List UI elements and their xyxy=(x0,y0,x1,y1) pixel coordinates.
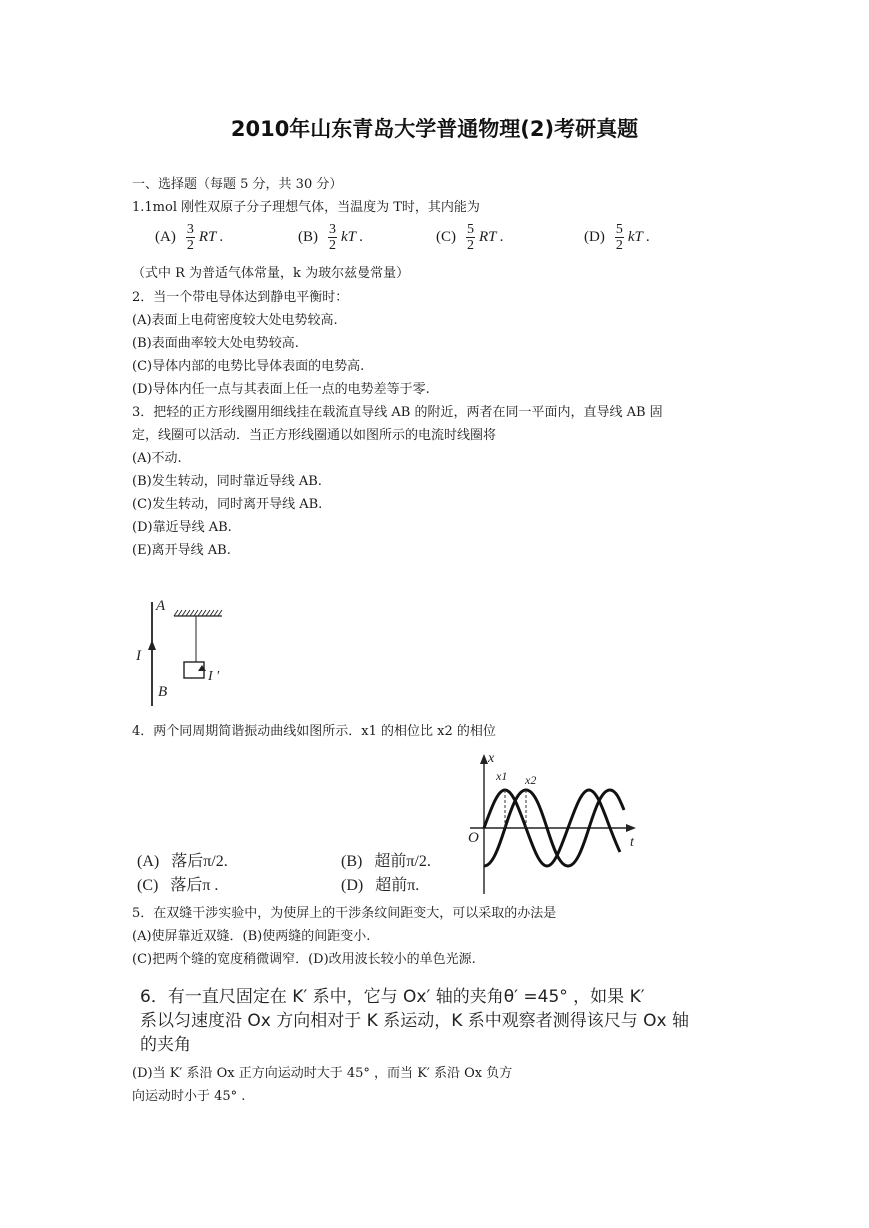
ceiling-hatch xyxy=(174,610,222,616)
q1-note: （式中 R 为普适气体常量，k 为玻尔兹曼常量） xyxy=(132,266,410,281)
q1-option-b-label: (B) xyxy=(298,228,318,245)
q6-answer-line1: (D)当 K′ 系沿 Ox 正方向运动时大于 45° ，而当 K′ 系沿 Ox 负方 xyxy=(132,1066,513,1081)
section-header: 一、选择题（每题 5 分，共 30 分） xyxy=(132,177,343,192)
q3-option-a: (A)不动. xyxy=(132,451,182,466)
q3-stem-line2: 定，线圈可以活动．当正方形线圈通以如图所示的电流时线圈将 xyxy=(132,428,497,443)
q1-option-b-expr: kT . xyxy=(341,228,364,245)
q1-option-d-fraction xyxy=(615,222,624,253)
q6-line2: 系以匀速度沿 Ox 方向相对于 K 系运动，K 系中观察者测得该尺与 Ox 轴 xyxy=(140,1011,690,1031)
q1-option-a xyxy=(155,222,224,253)
fraction-numerator: 5 xyxy=(467,222,474,237)
q1-option-c xyxy=(436,222,504,253)
q1-option-b-fraction xyxy=(328,222,337,253)
fraction-numerator: 3 xyxy=(329,222,336,237)
q3-option-b: (B)发生转动，同时靠近导线 AB. xyxy=(132,474,322,489)
fraction-denominator: 2 xyxy=(467,238,474,253)
page-title: 2010年山东青岛大学普通物理(2)考研真题 xyxy=(230,117,639,141)
q1-stem: 1.1mol 刚性双原子分子理想气体，当温度为 T时，其内能为 xyxy=(132,200,480,215)
q1-option-c-expr: RT . xyxy=(479,228,504,245)
q1-option-d-expr: kT . xyxy=(627,228,651,245)
q1-option-a-fraction xyxy=(186,222,195,253)
fraction-denominator: 2 xyxy=(329,238,336,253)
q6-line1: 6．有一直尺固定在 K′ 系中，它与 Ox′ 轴的夹角θ′ =45° ，如果 K′ xyxy=(140,987,645,1007)
q4-option-c-label: (C) xyxy=(137,877,159,894)
q6-line3: 的夹角 xyxy=(140,1035,191,1055)
current-arrow-icon xyxy=(148,640,156,650)
q4-option-c-text: 落后π . xyxy=(170,877,219,894)
q1-option-c-fraction xyxy=(466,222,475,253)
q4-option-a-text: 落后π/2. xyxy=(171,853,228,870)
axis-x-label: x xyxy=(488,751,495,766)
q2-stem: 2．当一个带电导体达到静电平衡时： xyxy=(132,290,349,305)
q5-stem: 5．在双缝干涉实验中，为使屏上的干涉条纹间距变大，可以采取的办法是 xyxy=(132,906,557,921)
q4-option-c xyxy=(137,872,218,895)
q4-option-b-text: 超前π/2. xyxy=(374,853,431,870)
q3-stem-line1: 3．把轻的正方形线圈用细线挂在载流直导线 AB 的附近，两者在同一平面内，直导线 AB 固 xyxy=(132,405,663,420)
axis-t-label: t xyxy=(630,835,634,850)
q4-option-d-label: (D) xyxy=(341,877,364,894)
q6-answer-line2: 向运动时小于 45° . xyxy=(132,1089,246,1104)
t-axis-arrow-icon xyxy=(626,824,636,832)
q2-option-d: (D)导体内任一点与其表面上任一点的电势差等于零. xyxy=(132,382,430,397)
q3-option-e: (E)离开导线 AB. xyxy=(132,543,231,558)
fraction-denominator: 2 xyxy=(186,238,194,253)
q1-option-b xyxy=(298,222,363,253)
q1-option-a-expr: RT . xyxy=(198,228,224,245)
q4-option-d-text: 超前π. xyxy=(375,877,420,894)
curve-x2-label: x2 xyxy=(525,773,537,787)
q4-option-d xyxy=(341,872,419,895)
label-i: I xyxy=(136,648,141,664)
q3-option-c: (C)发生转动，同时离开导线 AB. xyxy=(132,497,323,512)
label-b: B xyxy=(158,684,168,700)
q1-option-d xyxy=(584,222,650,253)
q1-option-d-label: (D) xyxy=(584,228,605,245)
q5-options-line1: (A)使屏靠近双缝．(B)使两缝的间距变小. xyxy=(132,929,371,944)
q4-option-b xyxy=(341,848,431,871)
loop-current-arrow-icon xyxy=(198,665,206,671)
q2-option-b: (B)表面曲率较大处电势较高. xyxy=(132,336,299,351)
q3-option-d: (D)靠近导线 AB. xyxy=(132,520,232,535)
q1-option-c-label: (C) xyxy=(436,228,456,245)
q4-stem: 4．两个同周期简谐振动曲线如图所示．x1 的相位比 x2 的相位 xyxy=(132,724,496,739)
origin-label: O xyxy=(468,830,479,846)
fraction-numerator: 3 xyxy=(186,222,194,237)
curve-x1-label: x1 xyxy=(496,769,508,783)
fraction-denominator: 2 xyxy=(615,238,623,253)
x-axis-arrow-icon xyxy=(480,754,488,764)
label-a: A xyxy=(156,598,166,614)
q2-option-c: (C)导体内部的电势比导体表面的电势高. xyxy=(132,359,365,374)
q4-option-b-label: (B) xyxy=(341,853,363,870)
q3-figure xyxy=(128,592,248,712)
label-i-prime: I ′ xyxy=(208,669,220,684)
q4-option-a xyxy=(137,848,228,871)
fraction-numerator: 5 xyxy=(615,222,623,237)
q5-options-line2: (C)把两个缝的宽度稍微调窄．(D)改用波长较小的单色光源. xyxy=(132,952,476,967)
q1-option-a-label: (A) xyxy=(155,228,176,245)
q4-option-a-label: (A) xyxy=(137,853,160,870)
q2-option-a: (A)表面上电荷密度较大处电势较高. xyxy=(132,313,338,328)
q4-figure xyxy=(462,748,652,896)
